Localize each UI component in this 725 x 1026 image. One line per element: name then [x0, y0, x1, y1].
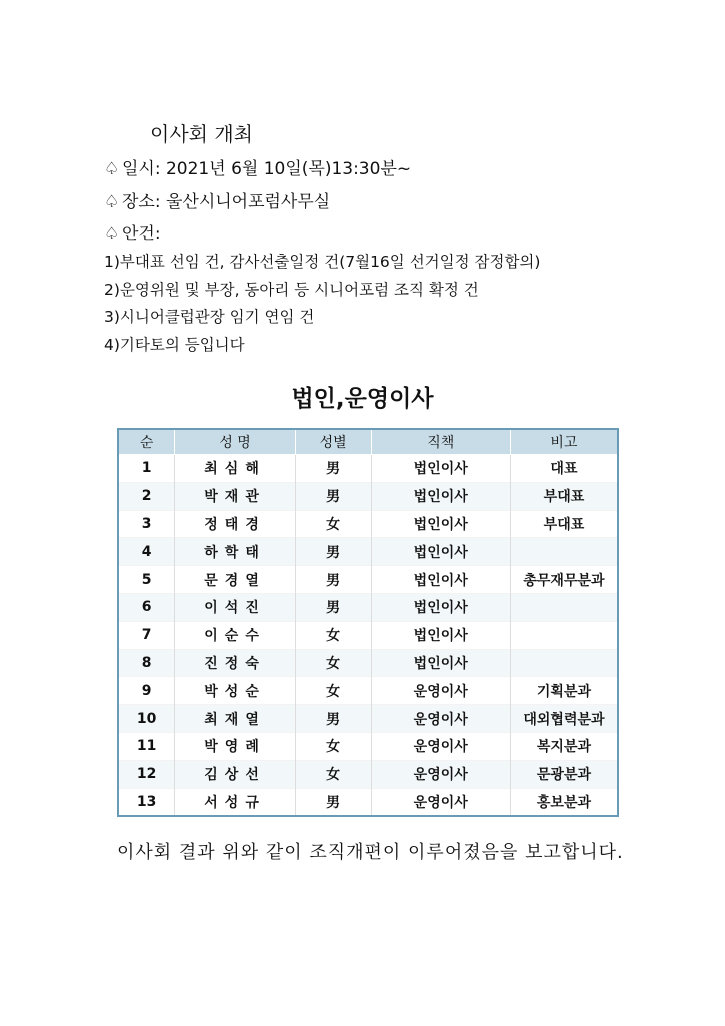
cell-number: 5 — [118, 566, 175, 594]
cell-number: 1 — [118, 455, 175, 483]
agenda-item: 2)운영위원 및 부장, 동아리 등 시니어포럼 조직 확정 건 — [104, 281, 479, 299]
cell-remarks: 부대표 — [510, 510, 618, 538]
cell-name: 서성규 — [175, 788, 296, 816]
cell-position: 운영이사 — [371, 705, 510, 733]
table-row — [118, 760, 618, 788]
cell-name: 문경열 — [175, 566, 296, 594]
cell-number: 7 — [118, 621, 175, 649]
cell-position: 법인이사 — [371, 538, 510, 566]
cell-remarks: 복지분과 — [510, 732, 618, 760]
cell-number: 11 — [118, 732, 175, 760]
cell-number: 4 — [118, 538, 175, 566]
cell-gender: 男 — [295, 705, 371, 733]
place-line — [104, 187, 330, 212]
cell-number: 6 — [118, 593, 175, 621]
table-row — [118, 593, 618, 621]
table-title: 법인,운영이사 — [291, 386, 434, 412]
agenda-item: 3)시니어클럽관장 임기 연임 건 — [104, 308, 315, 326]
cell-position: 운영이사 — [371, 677, 510, 705]
table-header-row — [118, 429, 618, 455]
cell-remarks: 대외협력분과 — [510, 705, 618, 733]
cell-name: 박영례 — [175, 732, 296, 760]
cell-remarks: 홍보분과 — [510, 788, 618, 816]
cell-name: 김상선 — [175, 760, 296, 788]
cell-position: 법인이사 — [371, 566, 510, 594]
cell-gender: 女 — [295, 677, 371, 705]
cell-position: 운영이사 — [371, 732, 510, 760]
cell-number: 13 — [118, 788, 175, 816]
cell-name: 하학태 — [175, 538, 296, 566]
cell-name: 이석진 — [175, 593, 296, 621]
header-remarks: 비고 — [510, 429, 618, 455]
cell-position: 법인이사 — [371, 482, 510, 510]
spade-icon: ♤ — [104, 192, 120, 212]
table-row — [118, 538, 618, 566]
cell-position: 법인이사 — [371, 455, 510, 483]
cell-name: 최재열 — [175, 705, 296, 733]
cell-remarks: 총무재무분과 — [510, 566, 618, 594]
cell-gender: 男 — [295, 593, 371, 621]
cell-remarks: 기획분과 — [510, 677, 618, 705]
cell-gender: 男 — [295, 455, 371, 483]
agenda-item: 4)기타토의 등입니다 — [104, 336, 245, 354]
report-text: 이사회 결과 위와 같이 조직개편이 이루어졌음을 보고합니다. — [117, 842, 624, 863]
table-row — [118, 621, 618, 649]
cell-gender: 男 — [295, 482, 371, 510]
place-text: 장소: 울산시니어포럼사무실 — [122, 192, 331, 212]
datetime-text: 일시: 2021년 6월 10일(목)13:30분~ — [122, 159, 412, 179]
document-title: 이사회 개최 — [150, 122, 253, 146]
cell-remarks — [510, 621, 618, 649]
spade-icon: ♤ — [104, 224, 120, 244]
table-row — [118, 677, 618, 705]
agenda-item: 1)부대표 선임 건, 감사선출일정 건(7월16일 선거일정 잠정합의) — [104, 253, 541, 271]
cell-gender: 女 — [295, 621, 371, 649]
cell-remarks — [510, 649, 618, 677]
table-row — [118, 649, 618, 677]
cell-number: 3 — [118, 510, 175, 538]
table-row — [118, 510, 618, 538]
cell-name: 최심해 — [175, 455, 296, 483]
table-row — [118, 732, 618, 760]
cell-remarks — [510, 593, 618, 621]
cell-remarks: 문광분과 — [510, 760, 618, 788]
datetime-line — [104, 154, 411, 179]
spade-icon: ♤ — [104, 159, 120, 179]
cell-position: 법인이사 — [371, 593, 510, 621]
cell-name: 박재관 — [175, 482, 296, 510]
cell-position: 운영이사 — [371, 788, 510, 816]
directors-table — [117, 428, 619, 817]
table-row — [118, 566, 618, 594]
cell-number: 2 — [118, 482, 175, 510]
cell-number: 8 — [118, 649, 175, 677]
agenda-line — [104, 219, 161, 244]
cell-position: 법인이사 — [371, 621, 510, 649]
cell-gender: 女 — [295, 510, 371, 538]
agenda-label: 안건: — [122, 224, 161, 244]
header-number: 순 — [118, 429, 175, 455]
cell-gender: 男 — [295, 538, 371, 566]
cell-number: 12 — [118, 760, 175, 788]
cell-remarks: 대표 — [510, 455, 618, 483]
table-row — [118, 788, 618, 816]
header-gender: 성별 — [295, 429, 371, 455]
table-row — [118, 455, 618, 483]
cell-name: 이순수 — [175, 621, 296, 649]
cell-position: 법인이사 — [371, 649, 510, 677]
cell-gender: 女 — [295, 732, 371, 760]
header-name: 성 명 — [175, 429, 296, 455]
cell-gender: 女 — [295, 649, 371, 677]
header-position: 직책 — [371, 429, 510, 455]
table-row — [118, 705, 618, 733]
cell-number: 9 — [118, 677, 175, 705]
cell-remarks: 부대표 — [510, 482, 618, 510]
cell-gender: 男 — [295, 788, 371, 816]
cell-gender: 女 — [295, 760, 371, 788]
cell-position: 법인이사 — [371, 510, 510, 538]
table-row — [118, 482, 618, 510]
cell-name: 진정숙 — [175, 649, 296, 677]
cell-name: 정태경 — [175, 510, 296, 538]
cell-gender: 男 — [295, 566, 371, 594]
cell-remarks — [510, 538, 618, 566]
cell-number: 10 — [118, 705, 175, 733]
cell-name: 박성순 — [175, 677, 296, 705]
cell-position: 운영이사 — [371, 760, 510, 788]
